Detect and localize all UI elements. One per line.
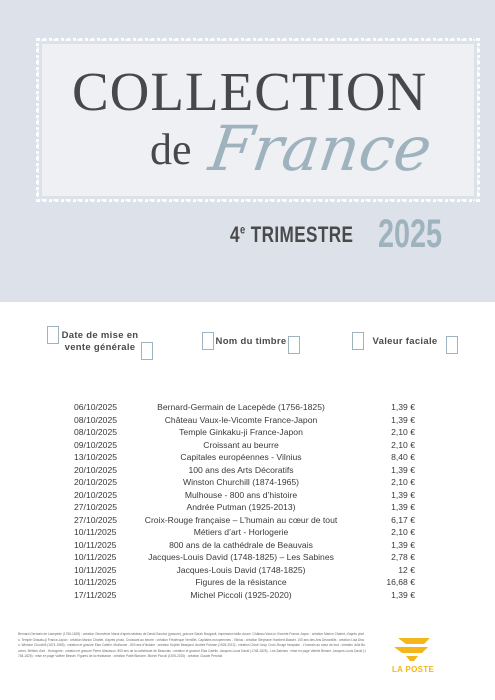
trimestre-number: 4	[230, 222, 240, 247]
row-name: 800 ans de la cathédrale de Beauvais	[169, 539, 313, 550]
row-value: 1,39 €	[391, 502, 415, 512]
title-france: France	[204, 112, 437, 185]
row-value: 8,40 €	[391, 452, 415, 462]
row-name: Figures de la résistance	[195, 577, 287, 587]
table-row	[0, 588, 495, 604]
row-date: 09/10/2025	[74, 439, 118, 450]
row-date: 20/10/2025	[74, 489, 118, 500]
footer-credits: Bernard-Germain de Lacepède (1756-1825) : création Geneviève Marot d'après tableau de David Sandoz (gravure), gravure Sarah Bougault, impression taille-douce. Château Vaux-le-Vicomte France-Japon : création Marion Charlet, d'après photo. Temple Ginkaku-ji France-Japon : création Marion Charlet, d'après photo. Croissant au beurre : création Frédérique Vernillet. Capitales européennes - Vilnius : création Stéphane Humbert-Basset. 100 ans des Arts Décoratifs : création Lisa Dixon. Winston Churchill (1874-1965) : création et gravure Elsa Catelin. Mulhouse - 800 ans d'histoire : création Sophie Beaujard. Andrée Putman (1925-2013) : création Chloé Ucsy. Croix-Rouge française - L'humain au cœur de tout : création Julie Boucher. Métiers d'art - Horlogerie : création et gravure Pierre Albuisson. 800 ans de la cathédrale de Beauvais : création et gravure Elsa Catelin. Jacques-Louis David (1748-1825) - Les Sabines : mise en page Valérie Besser. Jacques-Louis David (1748-1825) : mise en page Valérie Besser. Figures de la résistance : création Patte Blanche. Michel Piccoli (1925-2020) : création Claude Perchat.	[18, 632, 366, 659]
row-date: 10/11/2025	[74, 527, 117, 537]
row-value: 1,39 €	[391, 589, 415, 600]
row-name: Jacques-Louis David (1748-1825)	[176, 564, 306, 575]
row-value: 6,17 €	[391, 514, 415, 525]
row-name: Croissant au beurre	[203, 439, 279, 450]
row-value: 2,10 €	[391, 477, 415, 487]
row-date: 08/10/2025	[74, 414, 118, 425]
bracket-bottom-right	[288, 336, 300, 354]
year: 2025	[378, 212, 443, 256]
row-value: 2,10 €	[391, 527, 415, 537]
la-poste-logo-text: LA POSTE	[392, 665, 435, 674]
row-name: Métiers d’art - Horlogerie	[193, 527, 289, 537]
trimestre-suffix: e	[239, 222, 246, 237]
row-date: 10/11/2025	[74, 564, 117, 575]
row-name: Croix-Rouge française – L’humain au cœur de tout	[144, 514, 338, 525]
row-date: 10/11/2025	[74, 552, 117, 562]
row-value: 1,39 €	[391, 464, 415, 475]
row-value: 1,39 €	[391, 539, 415, 550]
bracket-bottom-right	[141, 342, 153, 360]
row-name: Mulhouse - 800 ans d’histoire	[184, 489, 298, 500]
bracket-bottom-right	[446, 336, 458, 354]
row-value: 2,10 €	[391, 439, 415, 450]
bracket-top-left	[47, 326, 59, 344]
row-value: 1,39 €	[391, 489, 415, 500]
column-header-value	[355, 336, 455, 348]
row-name: Bernard-Germain de Lacepède (1756-1825)	[157, 402, 325, 412]
column-header-date	[50, 330, 150, 354]
column-header-date-line2: vente générale	[64, 342, 136, 353]
row-date: 08/10/2025	[74, 427, 118, 437]
row-value: 12 €	[398, 564, 415, 575]
trimestre-word: TRIMESTRE	[250, 222, 354, 247]
column-header-name-text: Nom du timbre	[215, 336, 287, 347]
row-value: 1,39 €	[391, 402, 415, 412]
trimestre-label	[230, 222, 353, 248]
row-name: Capitales européennes - Vilnius	[180, 452, 302, 462]
row-value: 1,39 €	[391, 414, 415, 425]
row-date: 13/10/2025	[74, 452, 118, 462]
row-name: Michel Piccoli (1925-2020)	[190, 589, 292, 600]
row-date: 17/11/2025	[74, 589, 117, 600]
row-date: 10/11/2025	[74, 539, 117, 550]
title-collection: COLLECTION	[72, 61, 428, 122]
row-date: 20/10/2025	[74, 464, 118, 475]
row-date: 06/10/2025	[74, 402, 118, 412]
column-header-name	[205, 336, 297, 348]
row-name: Château Vaux-le-Vicomte France-Japon	[164, 414, 318, 425]
row-value: 2,10 €	[391, 427, 415, 437]
column-header-value-text: Valeur faciale	[372, 336, 438, 347]
row-value: 16,68 €	[386, 577, 415, 587]
bracket-top-left	[352, 332, 364, 350]
row-date: 27/10/2025	[74, 514, 118, 525]
row-value: 2,78 €	[391, 552, 415, 562]
row-date: 20/10/2025	[74, 477, 118, 487]
title-de: de	[150, 125, 192, 174]
row-name: 100 ans des Arts Décoratifs	[188, 464, 294, 475]
row-date: 27/10/2025	[74, 502, 118, 512]
column-header-date-line1: Date de mise en	[61, 330, 139, 341]
header-banner	[0, 0, 495, 302]
row-name: Temple Ginkaku-ji France-Japon	[179, 427, 303, 437]
row-date: 10/11/2025	[74, 577, 117, 587]
la-poste-logo-icon	[384, 630, 444, 670]
bracket-top-left	[202, 332, 214, 350]
row-name: Andrée Putman (1925-2013)	[186, 502, 296, 512]
row-name: Jacques-Louis David (1748-1825) – Les Sabines	[148, 552, 334, 562]
row-name: Winston Churchill (1874-1965)	[182, 477, 300, 487]
